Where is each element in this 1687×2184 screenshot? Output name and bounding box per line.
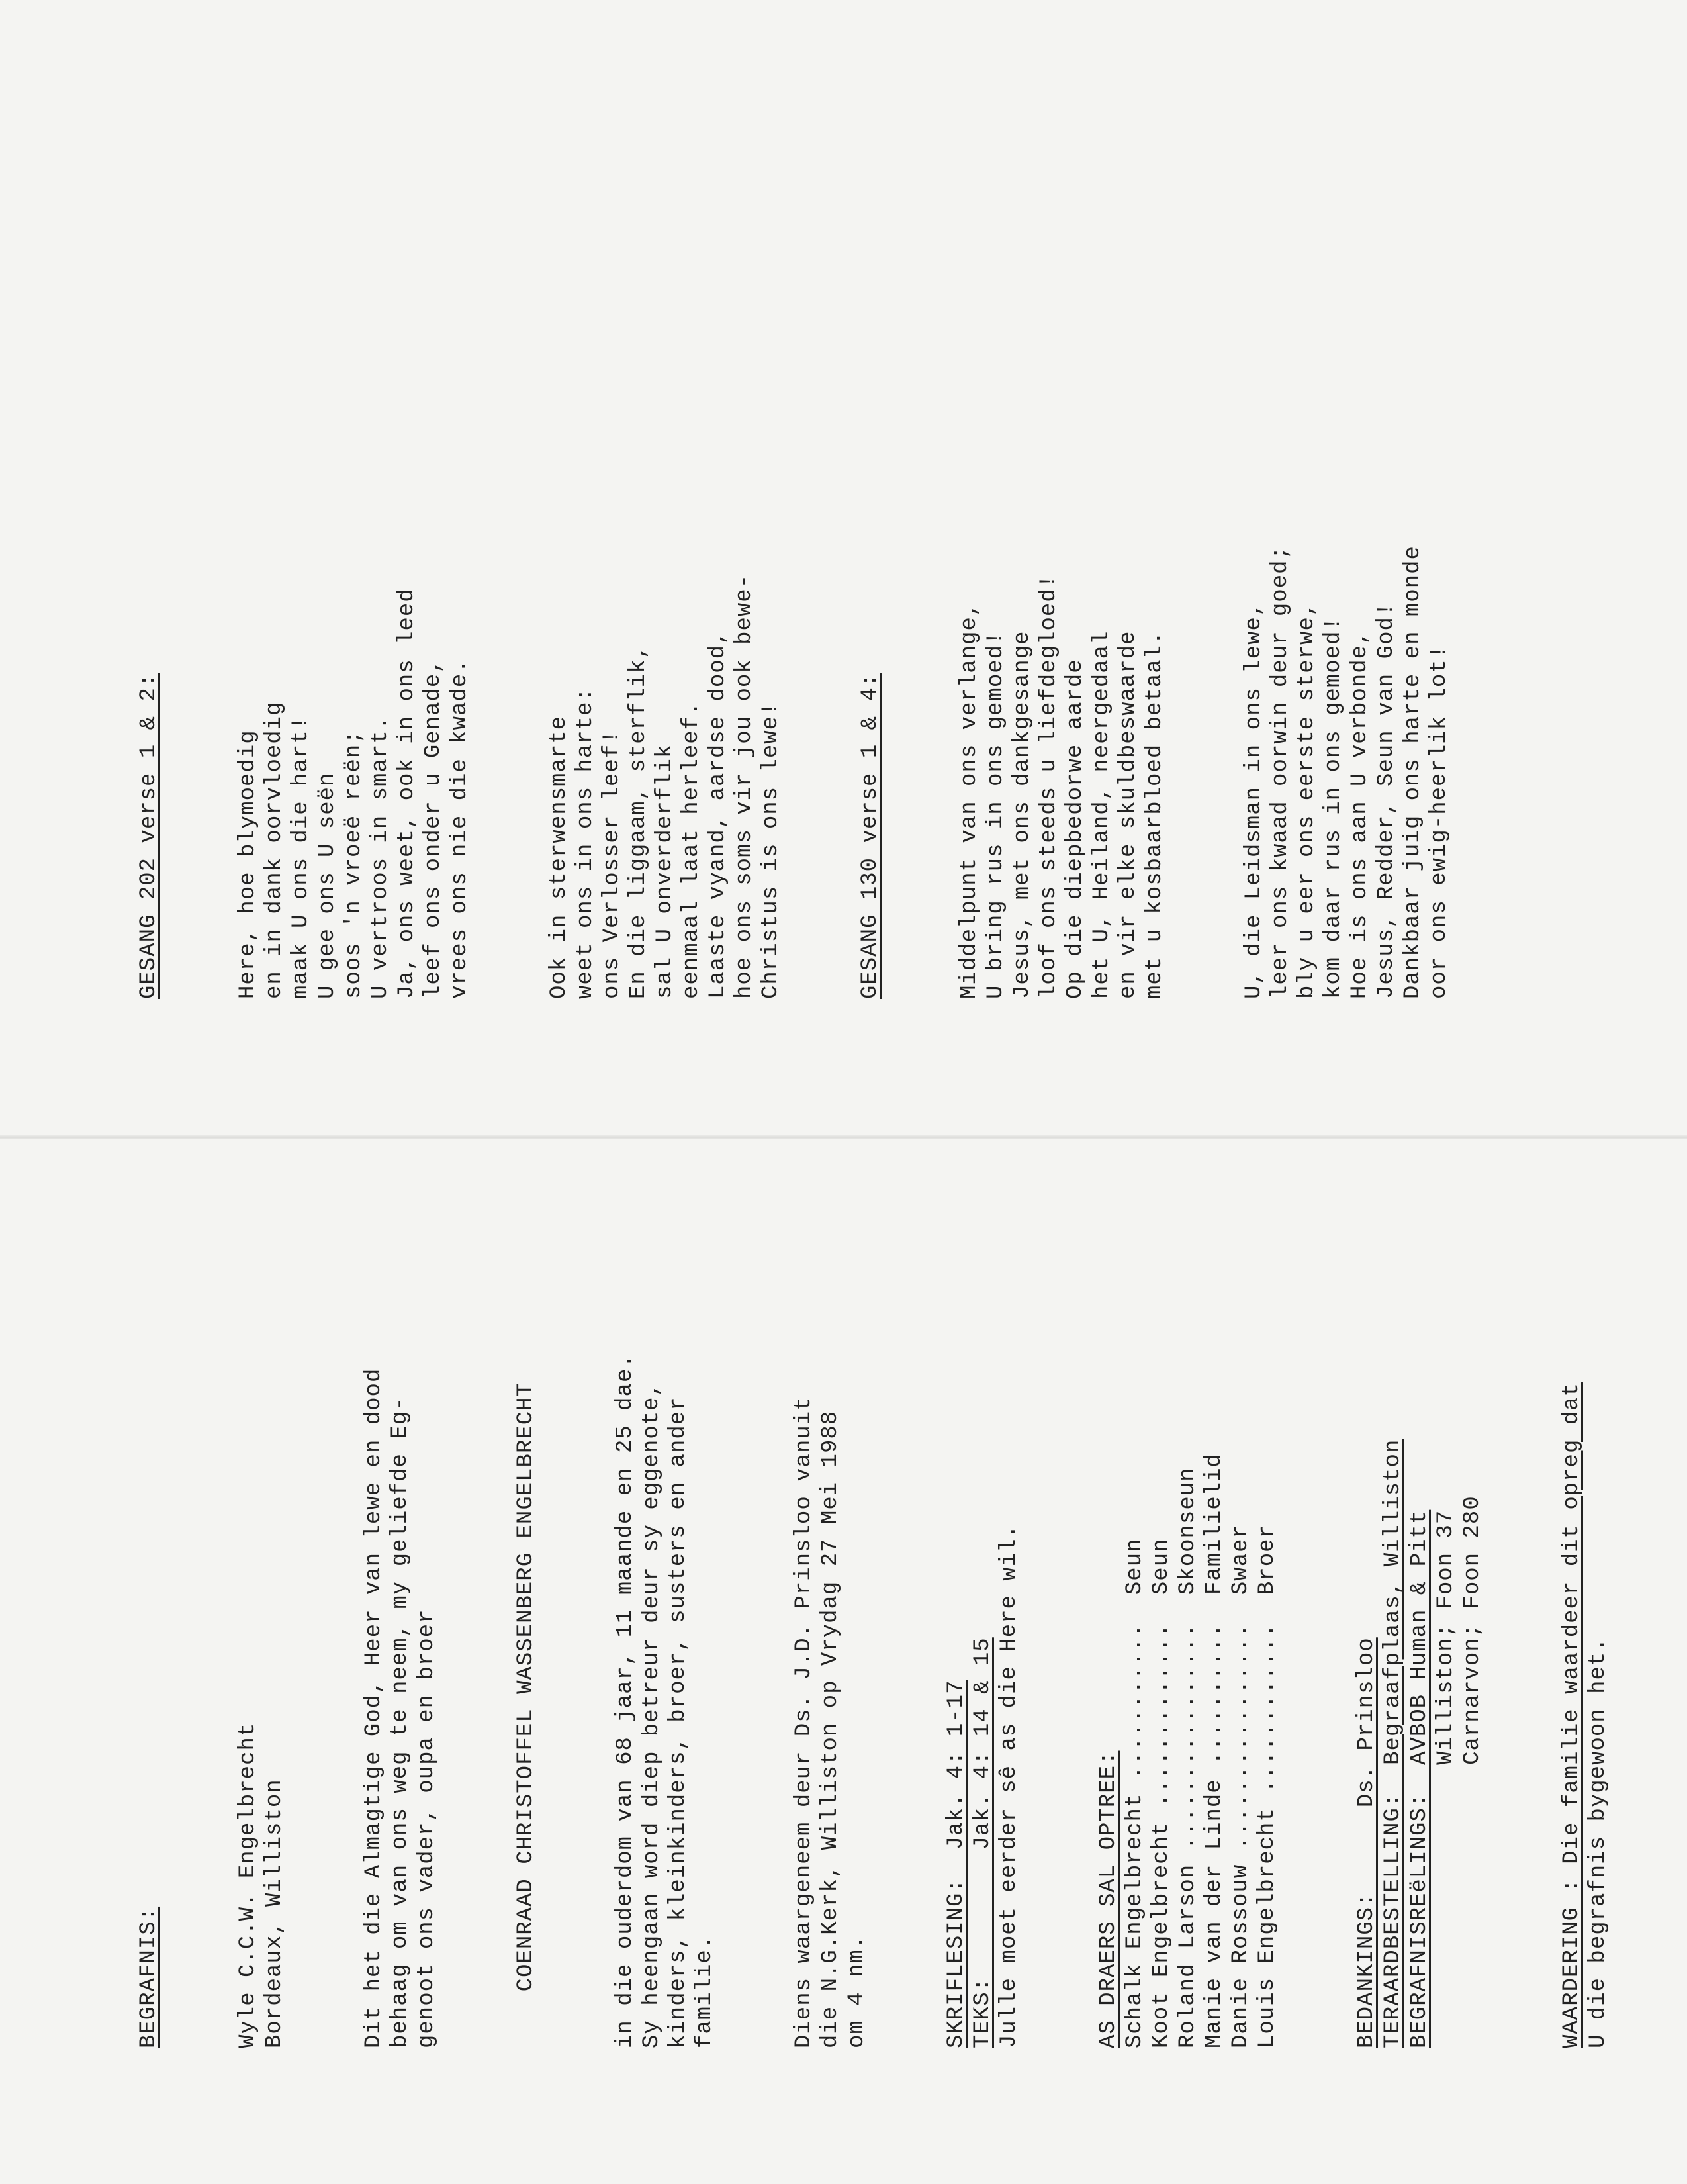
text-line: Roland Larson ................ Skoonseun (1175, 1467, 1201, 2048)
text-line: behaag om van ons weg te neem, my geliefde Eg- (388, 1396, 413, 2048)
section-heading: TEKS: Jak. 4: 14 & 15 (970, 1637, 995, 2048)
text-line: Koot Engelbrecht ............. Seun (1149, 1538, 1174, 2048)
text-line: Here, hoe blymoedig (236, 730, 261, 999)
text-line: U bring rus in ons gemoed! (983, 630, 1009, 999)
text-line: U, die Leidsman in ons lewe, (1242, 602, 1267, 999)
text-line: met u kosbaarbloed betaal. (1142, 630, 1167, 999)
text-line: oor ons ewig-heerlik lot! (1427, 644, 1452, 999)
text-line: U die begrafnis bygewoon het. (1586, 1637, 1611, 2048)
text-line: kinders, kleinkinders, broer, susters en ander (666, 1396, 691, 2048)
text-line: eenmaal laat herleef. (679, 701, 704, 999)
text-line: Ja, ons weet, ook in ons leed (394, 588, 420, 999)
text-line: Julle moet eerder sê as die Here wil. (997, 1524, 1022, 2048)
text-line: het U, Heiland, neergedaal (1089, 630, 1115, 999)
section-heading: GESANG 202 verse 1 & 2: (136, 673, 161, 999)
section-heading: BEGRAFNIS: (136, 1906, 161, 2048)
section-heading: SKRIFLESING: Jak. 4: 1-17 (944, 1680, 969, 2048)
section-heading: AS DRAERS SAL OPTREE: (1096, 1750, 1121, 2048)
text-line: Danie Rossouw ................ Swaer (1228, 1524, 1254, 2048)
text-line: Manie van der Linde .......... Familielid (1202, 1453, 1227, 2048)
text-line: COENRAAD CHRISTOFFEL WASSENBERG ENGELBRECHT (514, 1382, 539, 2048)
text-line: Diens waargeneem deur Ds. J.D. Prinsloo vanuit (792, 1396, 817, 2048)
text-line: Carnarvon; Foon 280 (1460, 1496, 1485, 2048)
text-line: en in dank oorvloedig (262, 701, 287, 999)
text-line: Bordeaux, Williston (262, 1779, 287, 2048)
text-line: familie. (692, 1934, 717, 2048)
text-line: Dankbaar juig ons harte en monde (1400, 546, 1426, 999)
text-line: bly u eer ons eerste sterwe, (1295, 602, 1320, 999)
text-line: U gee ons U seën (315, 772, 340, 999)
text-line: U vertroos in smart. (368, 715, 393, 999)
text-line: Hoe is ons aan U verbonde, (1347, 630, 1373, 999)
text-line: leer ons kwaad oorwin deur goed; (1268, 546, 1293, 999)
text-line: sal U onverderflik (653, 743, 678, 999)
text-line: Laaste vyand, aardse dood, (706, 630, 731, 999)
text-line: om 4 nm. (844, 1934, 870, 2048)
text-line: leef ons onder u Genade, (421, 659, 446, 999)
text-line: Dit het die Almagtige God, Heer van lewe en dood (361, 1368, 387, 2048)
text-line: genoot ons vader, oupa en broer (414, 1609, 439, 2048)
text-line: Sy heengaan word diep betreur deur sy eggenote, (639, 1382, 664, 2048)
text-line: en vir elke skuldbeswaarde (1116, 630, 1141, 999)
text-line: Middelpunt van ons verlange, (957, 602, 982, 999)
section-heading: WAARDERING : Die familie waardeer dit opreg dat (1559, 1382, 1584, 2048)
text-line: Louis Engelbrecht ............ Broer (1255, 1524, 1280, 2048)
text-line: Op die diepbedorwe aarde (1063, 659, 1088, 999)
text-line: die N.G.Kerk, Williston op Vrydag 27 Mei 1988 (818, 1410, 843, 2048)
text-line: hoe ons soms vir jou ook bewe- (732, 573, 757, 999)
text-line: kom daar rus in ons gemoed! (1321, 616, 1346, 999)
text-line: Ook in sterwensmarte (547, 715, 572, 999)
text-line: in die ouderdom van 68 jaar, 11 maande en 25 dae. (613, 1354, 638, 2048)
text-line: loof ons steeds u liefdegloed! (1036, 573, 1062, 999)
section-heading: TERAARDBESTELLING: Begraafplaas, Williston (1381, 1439, 1406, 2048)
text-line: Christus is ons lewe! (758, 701, 784, 999)
text-line: Jesus, met ons dankgesange (1010, 630, 1035, 999)
text-line: soos 'n vroeë reën; (342, 730, 367, 999)
text-line: ons Verlosser leef! (600, 730, 625, 999)
text-line: Williston; Foon 37 (1434, 1509, 1459, 2048)
section-heading: GESANG 130 verse 1 & 4: (858, 673, 883, 999)
text-line: Jesus, Redder, Seun van God! (1374, 602, 1399, 999)
text-line: Schalk Engelbrecht ........... Seun (1122, 1538, 1148, 2048)
text-line: weet ons in ons harte: (573, 687, 598, 999)
text-line: Wyle C.C.W. Engelbrecht (236, 1722, 261, 2048)
text-line: En die liggaam, sterflik, (626, 644, 651, 999)
text-line: maak U ons die hart! (289, 715, 314, 999)
section-heading: BEGRAFNISREëLINGS: AVBOB Human & Pitt (1407, 1509, 1432, 2048)
text-line: vrees ons nie die kwade. (447, 659, 473, 999)
section-heading: BEDANKINGS: Ds. Prinsloo (1354, 1637, 1379, 2048)
